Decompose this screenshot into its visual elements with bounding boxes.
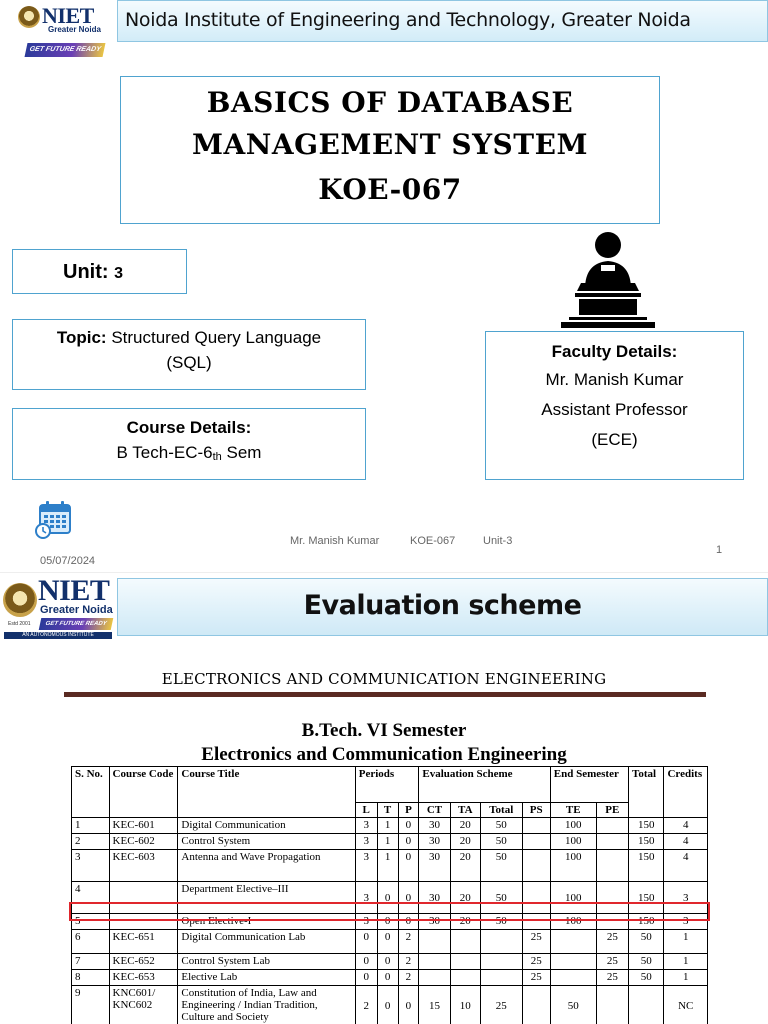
logo2-estd: Estd 2001	[8, 621, 31, 627]
table-cell	[419, 954, 450, 970]
table-cell: 100	[550, 818, 596, 834]
table-cell: 100	[550, 882, 596, 914]
topic-box	[12, 319, 366, 390]
table-cell: 20	[450, 914, 480, 930]
table-cell: KEC-601	[109, 818, 178, 834]
table-cell: 7	[72, 954, 110, 970]
table-cell: 15	[419, 986, 450, 1024]
table-cell: 3	[664, 882, 708, 914]
table-cell	[596, 818, 628, 834]
table-cell: 25	[522, 930, 550, 954]
table-cell: 0	[398, 834, 419, 850]
table-cell: 30	[419, 850, 450, 882]
table-cell: 0	[398, 882, 419, 914]
table-cell	[550, 970, 596, 986]
table-cell: KEC-602	[109, 834, 178, 850]
niet-logo	[14, 3, 108, 63]
table-row	[72, 986, 708, 1024]
logo-niet-text: NIET	[42, 3, 94, 28]
table-cell: 50	[480, 914, 522, 930]
footer-code: KOE-067	[410, 535, 456, 547]
table-cell: 3	[355, 850, 377, 882]
unit-label	[63, 261, 123, 284]
table-cell: 50	[480, 818, 522, 834]
table-cell: 100	[550, 834, 596, 850]
faculty-name: Mr. Manish Kumar	[545, 370, 684, 389]
header-L: L	[355, 803, 377, 818]
table-cell: 3	[355, 914, 377, 930]
table-cell: 4	[664, 850, 708, 882]
table-cell: 1	[72, 818, 110, 834]
table-cell: 20	[450, 834, 480, 850]
table-cell: 150	[629, 818, 664, 834]
semester-title: B.Tech. VI Semester	[301, 720, 467, 741]
table-cell: 20	[450, 850, 480, 882]
table-cell	[480, 930, 522, 954]
table-cell	[480, 954, 522, 970]
table-row	[72, 970, 708, 986]
table-cell: Constitution of India, Law and Engineering / Indian Tradition, Culture and Society	[178, 986, 355, 1024]
table-cell	[596, 850, 628, 882]
unit-label-text: Unit:	[63, 261, 109, 283]
table-cell: 4	[72, 882, 110, 914]
header-T: T	[377, 803, 398, 818]
logo2-sub-text: Greater Noida	[40, 604, 113, 616]
title-line-2: MANAGEMENT SYSTEM	[192, 128, 588, 161]
header-CT: CT	[419, 803, 450, 818]
course-details-label: Course Details:	[126, 418, 252, 437]
calendar-icon	[34, 500, 72, 540]
table-cell: 0	[377, 914, 398, 930]
table-cell: 1	[664, 954, 708, 970]
footer-page-number: 1	[716, 544, 723, 556]
table-cell	[522, 834, 550, 850]
table-cell: 4	[664, 818, 708, 834]
table-cell: 50	[629, 954, 664, 970]
evaluation-header	[117, 578, 768, 636]
table-cell: 0	[355, 930, 377, 954]
niet-logo-2	[0, 575, 115, 640]
header-credits: Credits	[664, 767, 708, 818]
open-elective-highlight	[69, 902, 710, 921]
table-cell: 0	[377, 954, 398, 970]
table-cell: 3	[355, 882, 377, 914]
semester-subtitle: Electronics and Communication Engineering	[201, 744, 567, 765]
faculty-dept: (ECE)	[591, 430, 638, 449]
table-cell	[522, 850, 550, 882]
table-cell: Open Elective-I	[178, 914, 355, 930]
logo2-niet-text: NIET	[38, 574, 110, 607]
table-cell: 50	[550, 986, 596, 1024]
table-cell: 30	[419, 882, 450, 914]
header-course-title: Course Title	[178, 767, 355, 818]
table-cell: 25	[596, 954, 628, 970]
table-cell: Elective Lab	[178, 970, 355, 986]
table-cell: 0	[355, 954, 377, 970]
course-details-box	[12, 408, 366, 480]
table-cell	[450, 970, 480, 986]
table-cell	[480, 970, 522, 986]
header-P: P	[398, 803, 419, 818]
footer-unit: Unit-3	[483, 535, 513, 547]
table-cell: 50	[480, 834, 522, 850]
table-cell: 3	[72, 850, 110, 882]
table-row	[72, 954, 708, 970]
table-row	[72, 930, 708, 954]
table-cell: 25	[522, 954, 550, 970]
faculty-designation: Assistant Professor	[541, 400, 688, 419]
table-cell: 150	[629, 850, 664, 882]
header-PE: PE	[596, 803, 628, 818]
heading-rule	[64, 692, 706, 697]
table-cell: 2	[355, 986, 377, 1024]
table-cell: 1	[377, 850, 398, 882]
topic-line	[13, 328, 365, 348]
table-cell: 50	[480, 882, 522, 914]
table-cell: 3	[355, 818, 377, 834]
title-line-3: KOE-067	[318, 173, 462, 206]
logo-sub-text: Greater Noida	[48, 25, 101, 34]
header-PS: PS	[522, 803, 550, 818]
course-sup: th	[212, 451, 222, 463]
header-TA: TA	[450, 803, 480, 818]
logo-ribbon: GET FUTURE READY	[25, 43, 106, 57]
table-cell: 0	[377, 986, 398, 1024]
table-cell: 150	[629, 882, 664, 914]
niet-emblem-icon	[3, 583, 37, 617]
header-total: Total	[629, 767, 664, 818]
table-cell: 0	[398, 850, 419, 882]
topic-value-2: (SQL)	[166, 353, 212, 372]
header-evaluation-scheme: Evaluation Scheme	[419, 767, 550, 803]
table-cell: 25	[596, 930, 628, 954]
table-cell: 20	[450, 818, 480, 834]
table-cell: 0	[398, 986, 419, 1024]
unit-box	[12, 249, 187, 294]
table-cell: Department Elective–III	[178, 882, 355, 914]
table-cell: 5	[72, 914, 110, 930]
table-cell: 2	[398, 930, 419, 954]
header-periods: Periods	[355, 767, 419, 803]
table-cell: KEC-652	[109, 954, 178, 970]
course-suffix: Sem	[221, 443, 262, 462]
table-cell	[629, 986, 664, 1024]
institute-header	[117, 0, 768, 42]
table-cell	[596, 834, 628, 850]
table-cell	[450, 930, 480, 954]
table-cell: 25	[480, 986, 522, 1024]
header-course-code: Course Code	[109, 767, 178, 818]
table-cell: Digital Communication Lab	[178, 930, 355, 954]
table-cell: 150	[629, 914, 664, 930]
table-cell: 30	[419, 818, 450, 834]
table-cell: 50	[629, 970, 664, 986]
table-cell: 3	[664, 914, 708, 930]
table-cell: 2	[398, 954, 419, 970]
course-details-value	[13, 443, 365, 463]
table-cell	[419, 970, 450, 986]
table-cell: KNC601/ KNC602	[109, 986, 178, 1024]
table-cell: 30	[419, 834, 450, 850]
table-cell: 0	[355, 970, 377, 986]
course-prefix: B Tech-EC-6	[116, 443, 213, 462]
table-cell: Control System Lab	[178, 954, 355, 970]
table-cell	[450, 954, 480, 970]
table-cell: Antenna and Wave Propagation	[178, 850, 355, 882]
table-cell: 9	[72, 986, 110, 1024]
table-cell	[419, 930, 450, 954]
table-cell	[522, 986, 550, 1024]
table-cell: 30	[419, 914, 450, 930]
table-cell: 10	[450, 986, 480, 1024]
table-cell: 100	[550, 914, 596, 930]
table-cell: KEC-603	[109, 850, 178, 882]
table-cell	[550, 930, 596, 954]
table-cell	[522, 818, 550, 834]
table-cell: 50	[480, 850, 522, 882]
header-end-semester: End Semester	[550, 767, 628, 803]
faculty-details-box	[485, 331, 744, 480]
table-cell: 100	[550, 850, 596, 882]
table-cell: 25	[596, 970, 628, 986]
table-cell: 20	[450, 882, 480, 914]
table-cell: 1	[664, 930, 708, 954]
footer-author: Mr. Manish Kumar	[290, 535, 380, 547]
faculty-label: Faculty Details:	[551, 342, 678, 361]
institute-name: Noida Institute of Engineering and Technology, Greater Noida	[125, 9, 691, 31]
unit-value: 3	[114, 265, 124, 282]
title-line-1: BASICS OF DATABASE	[206, 86, 574, 119]
table-cell: 1	[377, 834, 398, 850]
topic-value: Structured Query Language	[111, 328, 322, 347]
slide-separator	[0, 572, 768, 573]
course-title-box	[120, 76, 660, 224]
table-cell: 2	[72, 834, 110, 850]
table-header-row	[72, 767, 708, 803]
table-cell: 6	[72, 930, 110, 954]
table-cell: 150	[629, 834, 664, 850]
evaluation-table	[71, 766, 708, 1024]
table-cell: 4	[664, 834, 708, 850]
table-row	[72, 850, 708, 882]
footer-date: 05/07/2024	[40, 555, 96, 567]
table-cell: 0	[377, 930, 398, 954]
table-cell: 0	[398, 818, 419, 834]
department-heading: ELECTRONICS AND COMMUNICATION ENGINEERING	[161, 670, 607, 688]
table-row	[72, 818, 708, 834]
speaker-podium-icon	[555, 231, 661, 331]
table-cell: KEC-653	[109, 970, 178, 986]
table-cell: Control System	[178, 834, 355, 850]
niet-emblem-icon	[18, 6, 40, 28]
table-cell	[596, 986, 628, 1024]
table-cell: 3	[355, 834, 377, 850]
table-cell: 1	[377, 818, 398, 834]
table-cell: Digital Communication	[178, 818, 355, 834]
table-cell: 1	[664, 970, 708, 986]
table-cell: 25	[522, 970, 550, 986]
table-cell: 0	[398, 914, 419, 930]
header-eval-total: Total	[480, 803, 522, 818]
table-cell	[550, 954, 596, 970]
header-sno: S. No.	[72, 767, 110, 818]
table-cell: 0	[377, 882, 398, 914]
table-cell: 2	[398, 970, 419, 986]
table-cell: KEC-651	[109, 930, 178, 954]
table-cell: 8	[72, 970, 110, 986]
evaluation-title: Evaluation scheme	[303, 590, 582, 621]
logo2-ribbon: GET FUTURE READY	[39, 618, 114, 630]
table-cell: 50	[629, 930, 664, 954]
logo2-autonomous: AN AUTONOMOUS INSTITUTE	[4, 632, 112, 639]
header-TE: TE	[550, 803, 596, 818]
table-cell: 0	[377, 970, 398, 986]
table-cell: NC	[664, 986, 708, 1024]
table-row	[72, 834, 708, 850]
topic-label: Topic:	[56, 328, 107, 347]
